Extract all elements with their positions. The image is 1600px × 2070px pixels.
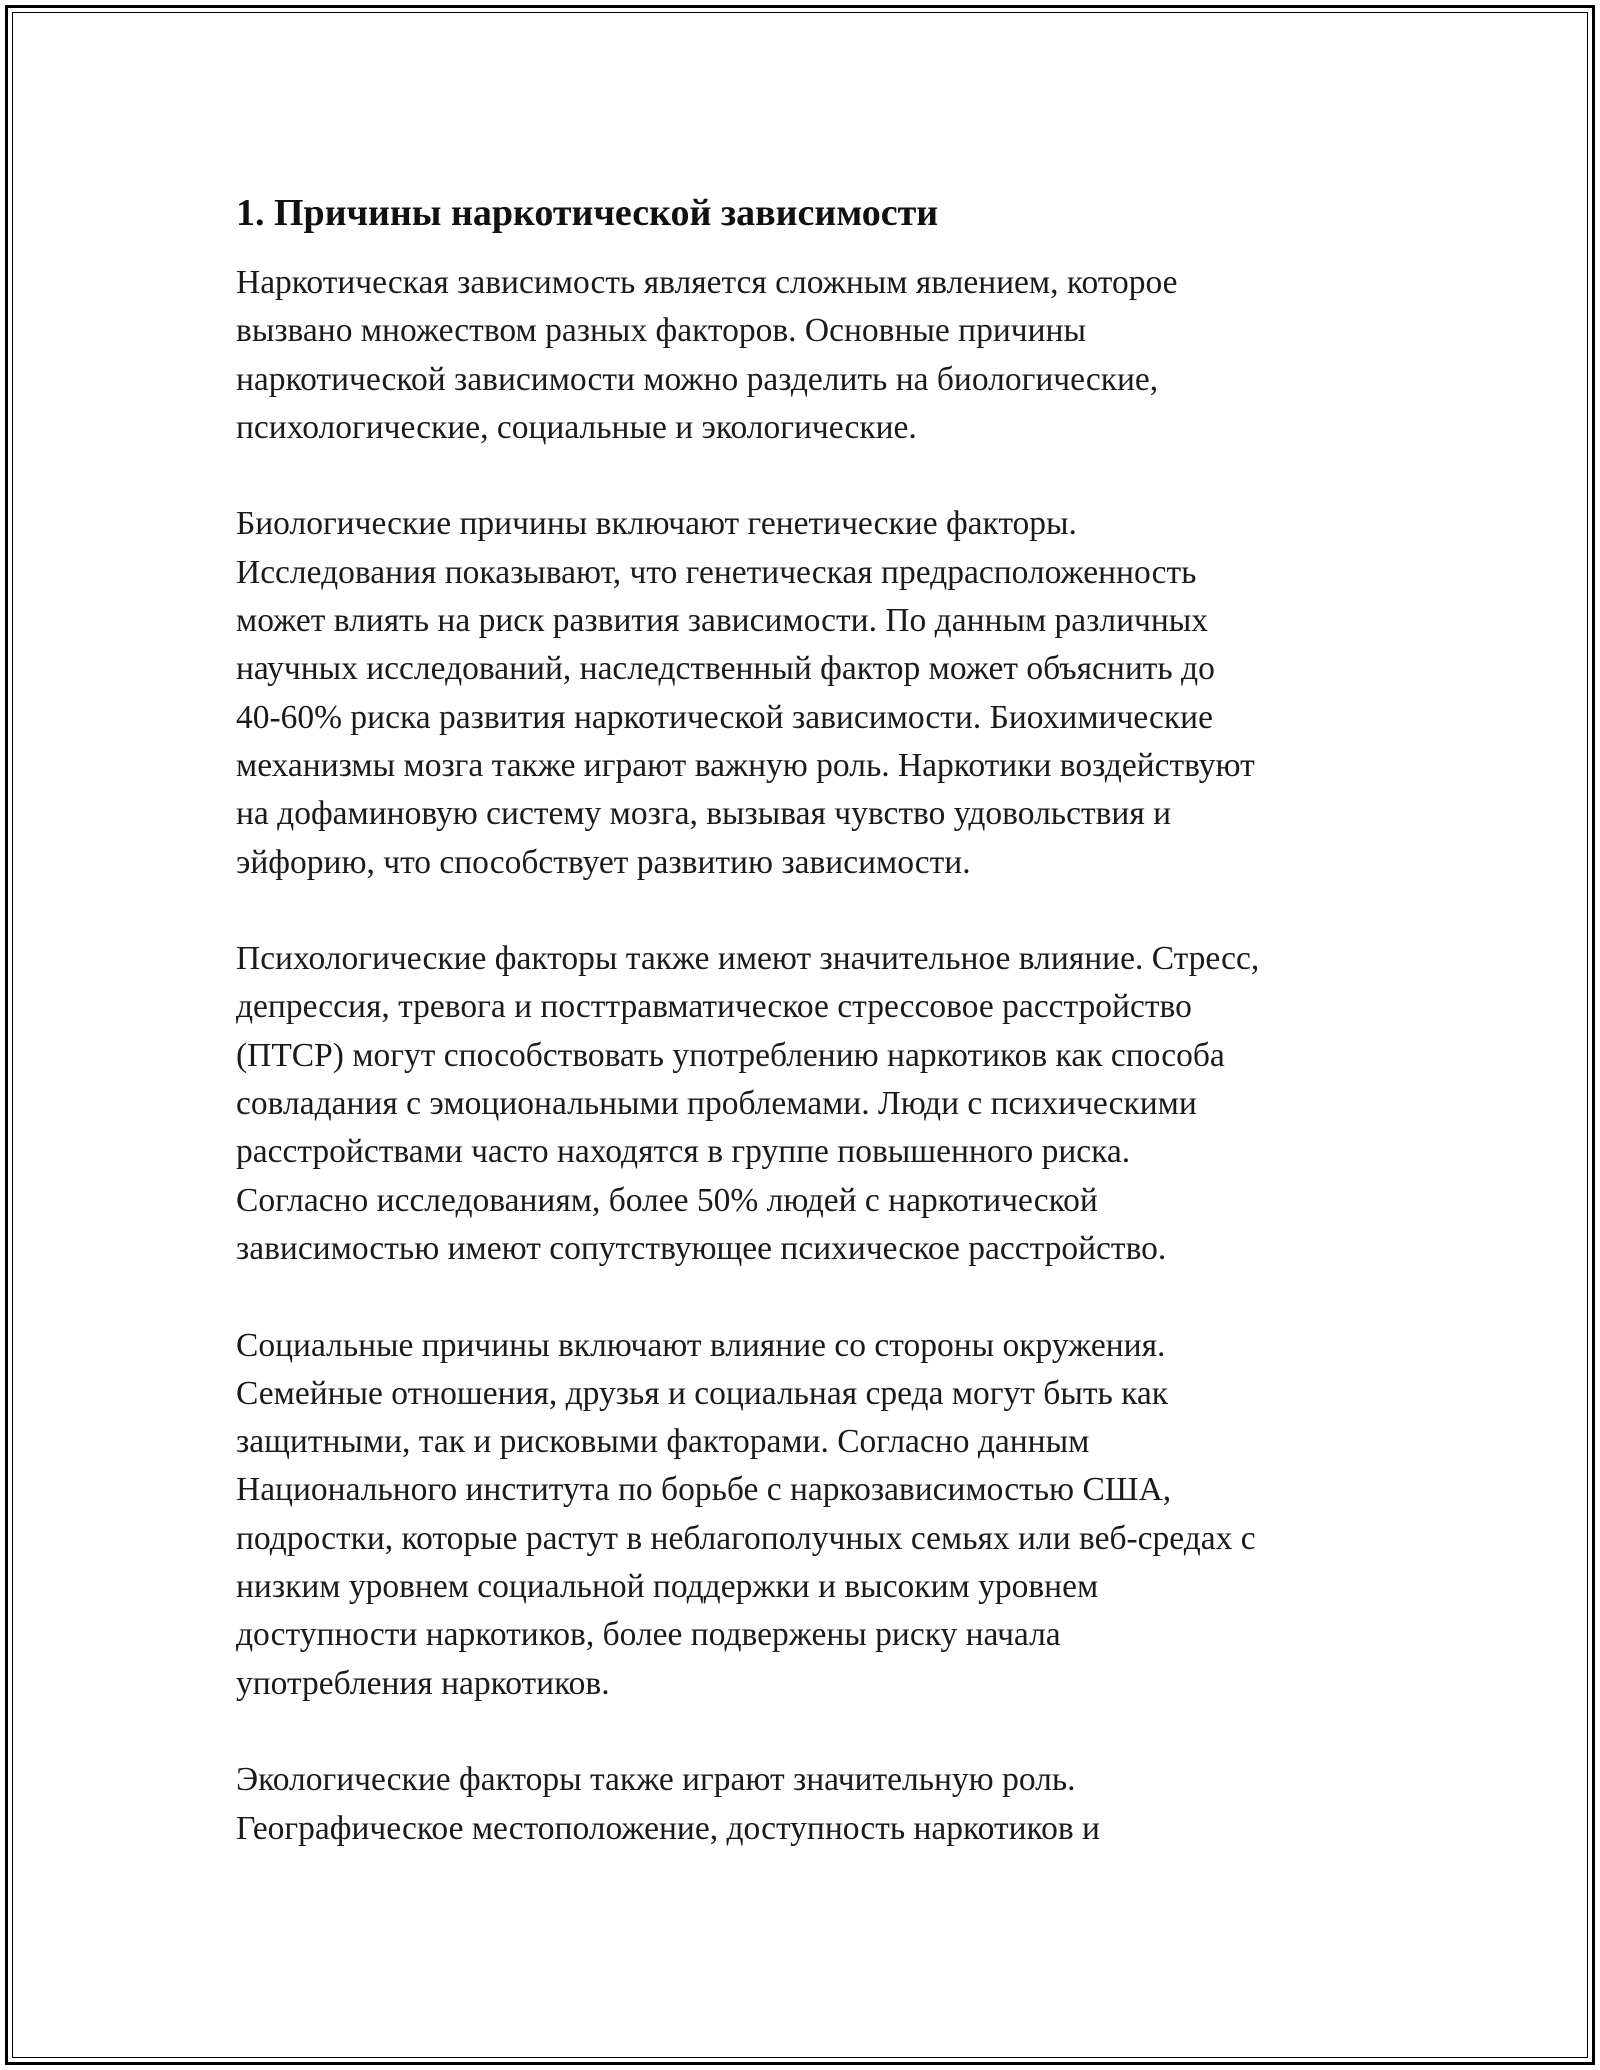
text-line: Семейные отношения, друзья и социальная среда могут быть как [236,1374,1169,1412]
text-line: на дофаминовую систему мозга, вызывая чувство удовольствия и [236,795,1172,833]
text-line: зависимостью имеют сопутствующее психическое расстройство. [236,1229,1167,1267]
paragraph-ecological [236,1756,1376,1853]
text-line: Национального института по борьбе с наркозависимостью США, [236,1471,1172,1509]
text-line: употребления наркотиков. [236,1664,610,1702]
text-line: наркотической зависимости можно разделить на биологические, [236,360,1159,398]
text-line: может влиять на риск развития зависимости. По данным различных [236,602,1209,640]
text-line: депрессия, тревога и посттравматическое стрессовое расстройство [236,988,1192,1026]
paragraph-social [236,1322,1376,1708]
text-line: Согласно исследованиям, более 50% людей с наркотической [236,1181,1098,1219]
text-line: расстройствами часто находятся в группе повышенного риска. [236,1133,1131,1171]
text-line: Исследования показывают, что генетическая предрасположенность [236,553,1197,591]
text-line: Социальные причины включают влияние со стороны окружения. [236,1326,1166,1364]
text-line: психологические, социальные и экологические. [236,408,917,446]
text-line: (ПТСР) могут способствовать употреблению наркотиков как способа [236,1036,1225,1074]
text-line: совладания с эмоциональными проблемами. Люди с психическими [236,1085,1197,1123]
text-line: подростки, которые растут в неблагополучных семьях или веб-средах с [236,1519,1256,1557]
text-line: низким уровнем социальной поддержки и высоким уровнем [236,1568,1099,1606]
text-line: Психологические факторы также имеют значительное влияние. Стресс, [236,940,1260,978]
text-line: защитными, так и рисковыми факторами. Согласно данным [236,1423,1090,1461]
section-heading: 1. Причины наркотической зависимости [236,192,939,234]
text-line: 40-60% риска развития наркотической зависимости. Биохимические [236,698,1213,736]
text-line: Наркотическая зависимость является сложным явлением, которое [236,264,1178,301]
text-line: Экологические факторы также играют значительную роль. [236,1761,1076,1799]
text-line: механизмы мозга также играют важную роль. Наркотики воздействуют [236,746,1255,784]
text-line: научных исследований, наследственный фактор может объяснить до [236,650,1215,688]
paragraph-intro [236,259,1376,452]
text-line: Биологические причины включают генетические факторы. [236,505,1077,543]
paragraph-biological [236,500,1376,886]
text-line: эйфорию, что способствует развитию зависимости. [236,843,971,881]
document-body [236,185,1376,1901]
paragraph-psychological [236,935,1376,1273]
text-line: доступности наркотиков, более подвержены риску начала [236,1616,1061,1654]
text-line: вызвано множеством разных факторов. Основные причины [236,312,1086,350]
text-line: Географическое местоположение, доступность наркотиков и [236,1809,1100,1847]
